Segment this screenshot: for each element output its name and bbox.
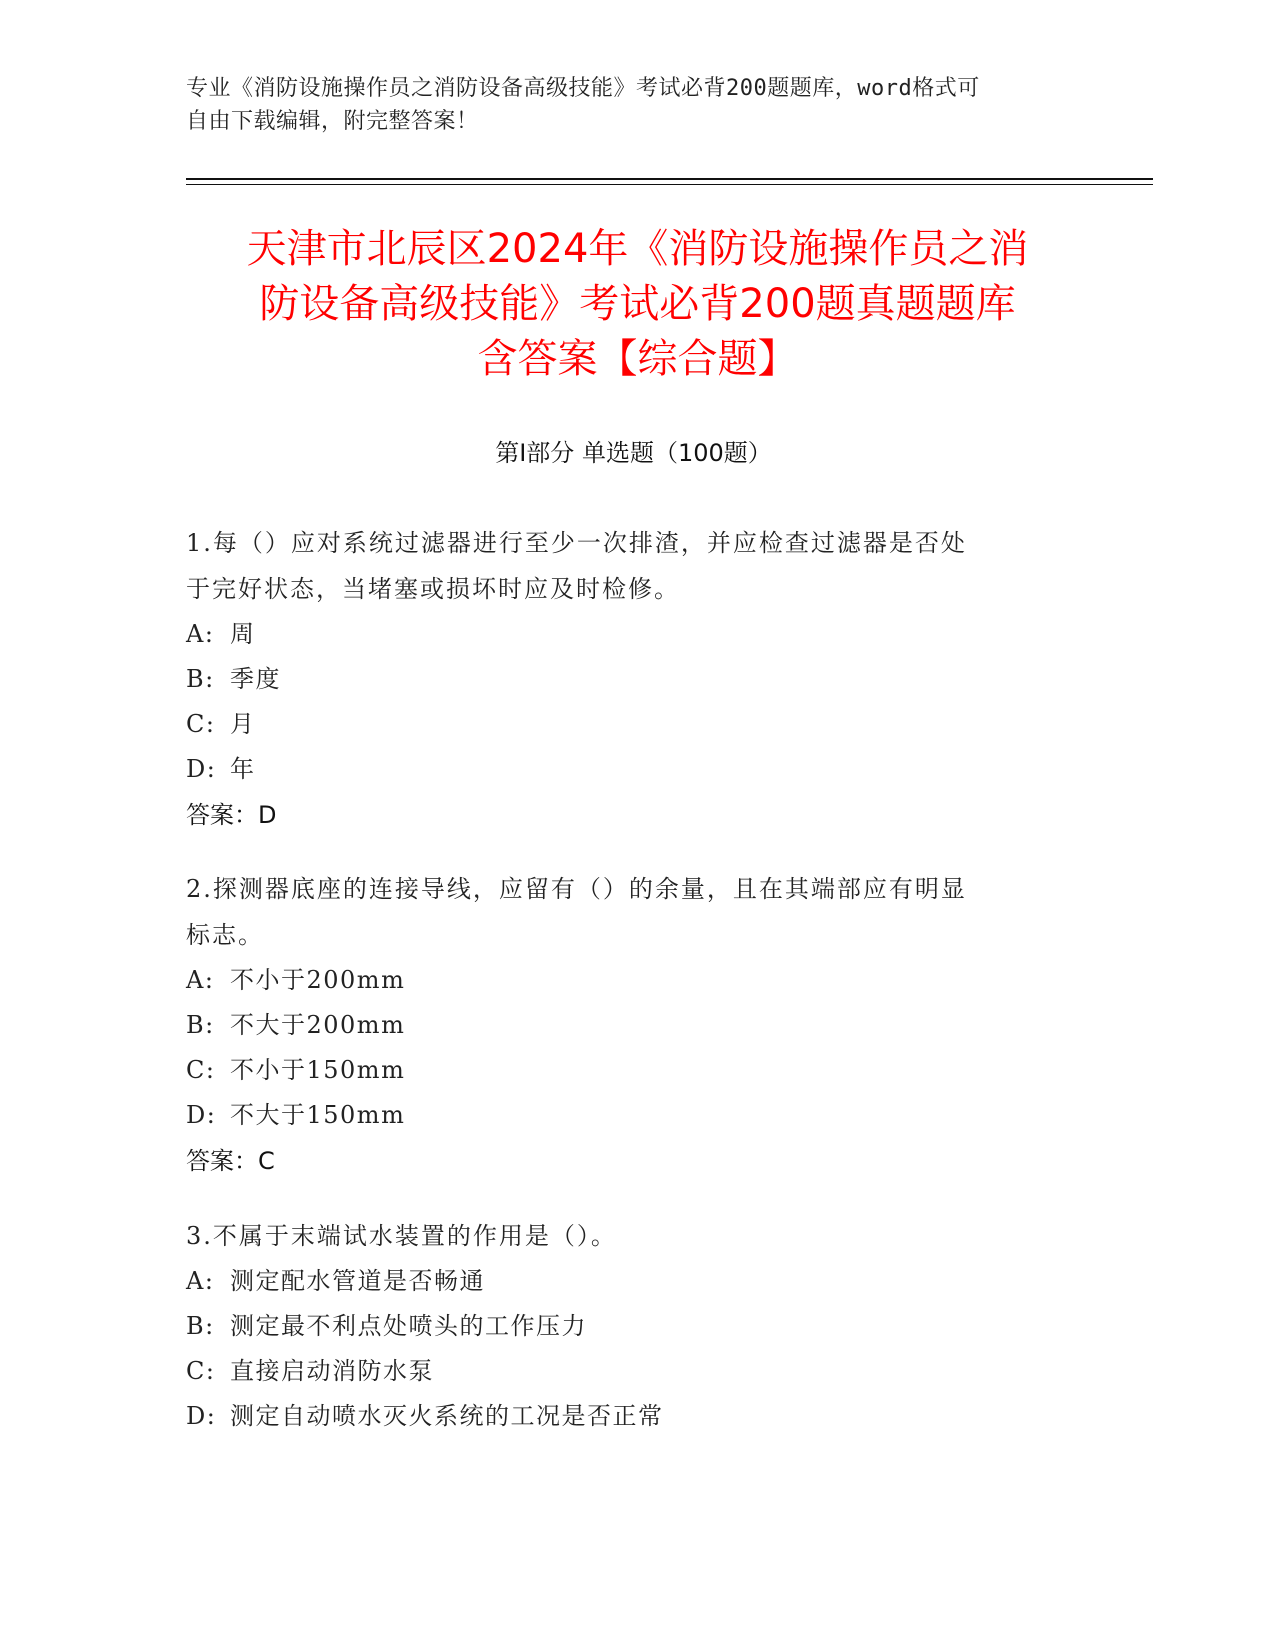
option-key: C: xyxy=(186,1056,216,1084)
question-stem-line: 于完好状态，当堵塞或损坏时应及时检修。 xyxy=(186,575,680,603)
option-text: 月 xyxy=(230,710,256,738)
option-text: 测定自动喷水灭火系统的工况是否正常 xyxy=(230,1402,664,1430)
header-note-line-2: 自由下载编辑，附完整答案！ xyxy=(186,109,479,134)
question-stem-line: 2.探测器底座的连接导线，应留有（）的余量，且在其端部应有明显 xyxy=(186,875,967,903)
question-item xyxy=(186,1213,1066,1439)
option-a xyxy=(186,1259,1066,1304)
option-key: B: xyxy=(186,1011,215,1039)
option-text: 不小于150mm xyxy=(230,1056,406,1084)
question-answer: 答案：C xyxy=(186,1147,275,1175)
option-d xyxy=(186,747,1066,792)
question-stem xyxy=(186,520,1066,612)
option-a xyxy=(186,612,1066,657)
header-divider-thick xyxy=(186,178,1153,180)
option-key: C: xyxy=(186,710,216,738)
option-key: D: xyxy=(186,1402,217,1430)
option-c xyxy=(186,1349,1066,1394)
option-text: 年 xyxy=(230,755,256,783)
header-note-line-1: 专业《消防设施操作员之消防设备高级技能》考试必背200题题库，word格式可 xyxy=(186,76,980,101)
question-item xyxy=(186,866,1066,1184)
option-key: B: xyxy=(186,1312,215,1340)
question-answer: 答案：D xyxy=(186,801,277,829)
question-stem-line: 标志。 xyxy=(186,921,264,949)
option-text: 不大于200mm xyxy=(230,1011,406,1039)
option-key: B: xyxy=(186,665,215,693)
question-stem-line: 3.不属于末端试水装置的作用是（）。 xyxy=(186,1222,617,1250)
option-key: D: xyxy=(186,1101,217,1129)
option-key: D: xyxy=(186,755,217,783)
option-d xyxy=(186,1394,1066,1439)
option-b xyxy=(186,657,1066,702)
option-text: 季度 xyxy=(230,665,281,693)
option-text: 测定配水管道是否畅通 xyxy=(230,1267,485,1295)
option-key: C: xyxy=(186,1357,216,1385)
option-a xyxy=(186,958,1066,1003)
option-b xyxy=(186,1304,1066,1349)
header-divider-thin xyxy=(186,184,1153,185)
option-text: 直接启动消防水泵 xyxy=(230,1357,434,1385)
header-note xyxy=(186,72,1066,138)
option-text: 周 xyxy=(230,620,256,648)
option-c xyxy=(186,1048,1066,1093)
document-title-line-3: 含答案【综合题】 xyxy=(477,336,798,382)
option-c xyxy=(186,702,1066,747)
option-d xyxy=(186,1093,1066,1138)
option-key: A: xyxy=(186,620,215,648)
question-item xyxy=(186,520,1066,838)
question-stem xyxy=(186,1213,1066,1259)
option-text: 测定最不利点处喷头的工作压力 xyxy=(230,1312,587,1340)
document-title xyxy=(180,222,1095,387)
option-text: 不大于150mm xyxy=(230,1101,406,1129)
option-b xyxy=(186,1003,1066,1048)
document-title-line-1: 天津市北辰区2024年《消防设施操作员之消 xyxy=(246,226,1029,272)
option-key: A: xyxy=(186,966,215,994)
document-title-line-2: 防设备高级技能》考试必背200题真题题库 xyxy=(259,281,1016,327)
option-key: A: xyxy=(186,1267,215,1295)
question-stem xyxy=(186,866,1066,958)
question-stem-line: 1.每（）应对系统过滤器进行至少一次排渣，并应检查过滤器是否处 xyxy=(186,529,967,557)
section-heading: 第Ⅰ部分 单选题（100题） xyxy=(495,439,772,467)
option-text: 不小于200mm xyxy=(230,966,406,994)
